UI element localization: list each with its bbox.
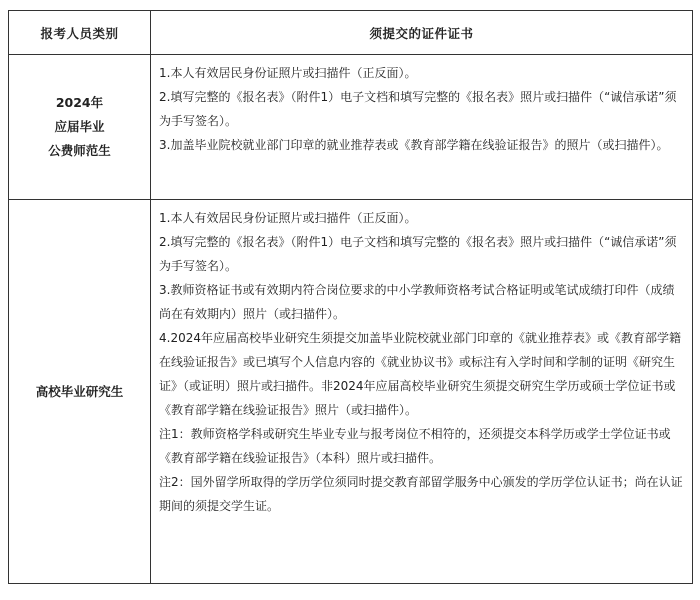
requirements-cell [151,200,693,584]
table-row [9,200,693,584]
requirement-item: 2.填写完整的《报名表》（附件1）电子文档和填写完整的《报名表》照片或扫描件（“诚信承诺”须为手写签名）。 [159,90,677,128]
category-line: 公费师范生 [48,143,111,158]
category-cell [9,200,151,584]
requirements-cell [151,55,693,200]
requirement-item: 4.2024年应届高校毕业研究生须提交加盖毕业院校就业部门印章的《就业推荐表》或《教育部学籍在线验证报告》或已填写个人信息内容的《就业协议书》或标注有入学时间和学制的证明《研究生证》（或证明）照片或扫描件。非2024年应届高校毕业研究生须提交研究生学历或硕士学位证书或《教育部学籍在线验证报告》照片（或扫描件）。 [159,331,681,417]
requirements-table [8,10,693,584]
table-row [9,55,693,200]
header-category: 报考人员类别 [9,11,151,55]
category-line: 高校毕业研究生 [35,383,124,399]
category-line: 2024年 [55,95,104,110]
requirement-item: 3.教师资格证书或有效期内符合岗位要求的中小学教师资格考试合格证明或笔试成绩打印件（成绩尚在有效期内）照片（或扫描件）。 [159,283,675,321]
note-item: 注1：教师资格学科或研究生毕业专业与报考岗位不相符的，还须提交本科学历或学士学位证书或《教育部学籍在线验证报告》（本科）照片或扫描件。 [159,427,671,465]
requirement-item: 3.加盖毕业院校就业部门印章的就业推荐表或《教育部学籍在线验证报告》的照片（或扫描件）。 [159,138,669,152]
requirement-item: 1.本人有效居民身份证照片或扫描件（正反面）。 [159,211,417,225]
requirement-item: 1.本人有效居民身份证照片或扫描件（正反面）。 [159,66,417,80]
category-cell [9,55,151,200]
table-header-row [9,11,693,55]
note-item: 注2：国外留学所取得的学历学位须同时提交教育部留学服务中心颁发的学历学位认证书；尚在认证期间的须提交学生证。 [159,475,683,513]
category-line: 应届毕业 [54,119,105,134]
requirement-item: 2.填写完整的《报名表》（附件1）电子文档和填写完整的《报名表》照片或扫描件（“诚信承诺”须为手写签名）。 [159,235,677,273]
header-documents: 须提交的证件证书 [151,11,693,55]
